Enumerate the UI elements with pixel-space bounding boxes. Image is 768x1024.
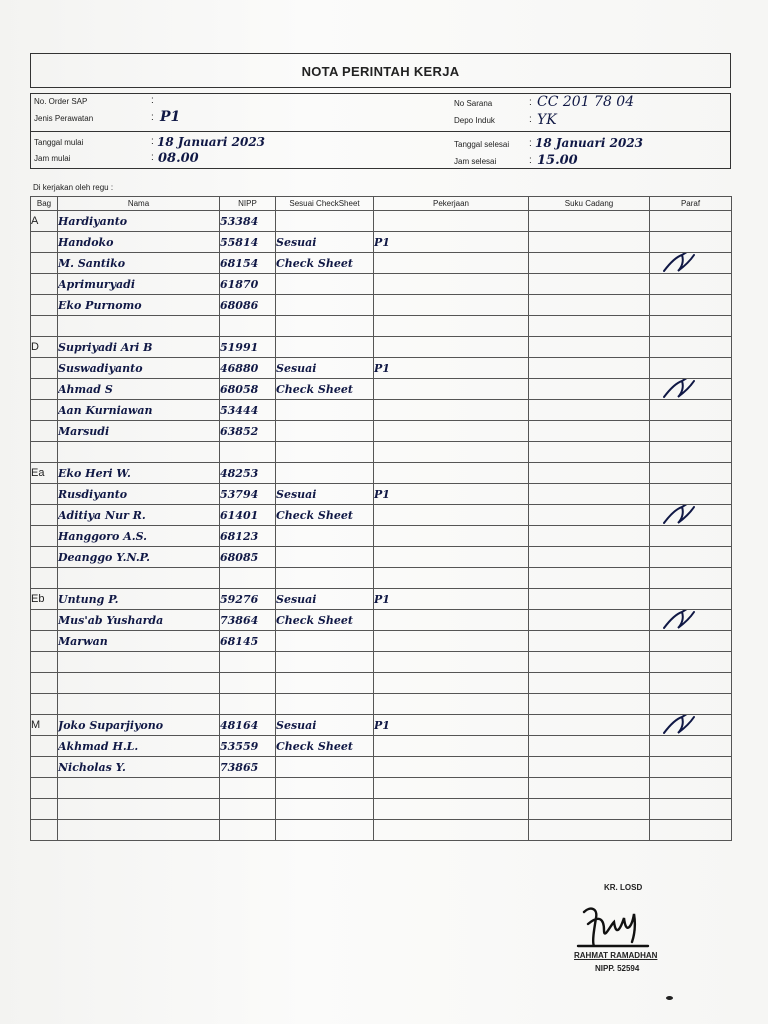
table-cell-bag [31,400,58,421]
table-cell-suku-cadang [529,652,650,673]
table-cell-nama: Supriyadi Ari B [58,337,220,358]
colon: : [151,152,154,163]
table-cell-paraf [650,358,732,379]
table-cell-suku-cadang [529,232,650,253]
colon: : [151,136,154,147]
depo-induk-label: Depo Induk [454,116,495,125]
table-cell-paraf [650,274,732,295]
table-cell-nama: Hardiyanto [58,211,220,232]
table-cell-bag [31,568,58,589]
table-cell-paraf [650,547,732,568]
table-cell-nipp [220,673,276,694]
header-info-box [30,93,731,169]
table-cell-suku-cadang [529,358,650,379]
table-cell-pekerjaan [374,568,529,589]
title-box [30,53,731,88]
no-order-sap-label: No. Order SAP [34,97,88,106]
table-row [31,400,732,421]
column-header-checksheet: Sesuai CheckSheet [276,197,374,211]
table-cell-checksheet [276,526,374,547]
jam-mulai-value: 08.00 [158,151,199,166]
table-cell-pekerjaan [374,295,529,316]
table-cell-checksheet [276,463,374,484]
table-cell-pekerjaan [374,547,529,568]
table-cell-checksheet [276,421,374,442]
table-cell-nipp: 68145 [220,631,276,652]
table-cell-suku-cadang [529,610,650,631]
table-cell-paraf [650,568,732,589]
table-cell-nama: Aan Kurniawan [58,400,220,421]
header-divider [31,131,730,132]
table-cell-checksheet [276,211,374,232]
table-cell-suku-cadang [529,631,650,652]
table-cell-bag [31,505,58,526]
table-row [31,505,732,526]
table-cell-bag [31,295,58,316]
table-cell-bag [31,820,58,841]
table-cell-suku-cadang [529,820,650,841]
table-cell-checksheet [276,442,374,463]
table-cell-paraf [650,421,732,442]
table-cell-suku-cadang [529,379,650,400]
table-cell-bag [31,316,58,337]
table-row [31,757,732,778]
table-cell-pekerjaan [374,610,529,631]
table-cell-nama [58,694,220,715]
table-cell-checksheet [276,295,374,316]
depo-induk-value: YK [537,112,557,128]
table-cell-checksheet: Sesuai [276,589,374,610]
table-cell-nipp: 73864 [220,610,276,631]
signer-position: KR. LOSD [604,883,643,892]
column-header-paraf: Paraf [650,197,732,211]
table-cell-bag [31,757,58,778]
table-row [31,799,732,820]
table-cell-nama: Nicholas Y. [58,757,220,778]
column-header-nama: Nama [58,197,220,211]
table-cell-nama: Hanggoro A.S. [58,526,220,547]
table-cell-nipp: 61401 [220,505,276,526]
table-cell-bag: Eb [31,589,58,610]
table-cell-nama: Rusdiyanto [58,484,220,505]
paraf-signature [660,379,702,400]
table-cell-checksheet: Check Sheet [276,736,374,757]
table-cell-pekerjaan [374,274,529,295]
table-cell-pekerjaan: P1 [374,232,529,253]
table-row [31,526,732,547]
jenis-perawatan-label: Jenis Perawatan [34,114,94,123]
table-cell-suku-cadang [529,337,650,358]
table-cell-nipp: 46880 [220,358,276,379]
table-cell-checksheet: Sesuai [276,484,374,505]
table-cell-nama: Marwan [58,631,220,652]
table-cell-paraf [650,442,732,463]
table-cell-paraf [650,484,732,505]
table-cell-nama: Akhmad H.L. [58,736,220,757]
table-cell-bag: M [31,715,58,736]
table-cell-pekerjaan [374,820,529,841]
table-cell-nama [58,442,220,463]
table-cell-bag: D [31,337,58,358]
table-cell-bag [31,379,58,400]
table-cell-suku-cadang [529,505,650,526]
colon: : [151,112,154,123]
table-cell-pekerjaan [374,736,529,757]
table-cell-nama [58,568,220,589]
table-cell-suku-cadang [529,463,650,484]
table-cell-paraf [650,610,732,631]
paraf-signature [660,610,702,631]
table-cell-nipp: 68085 [220,547,276,568]
table-cell-pekerjaan [374,694,529,715]
table-cell-pekerjaan [374,421,529,442]
table-cell-nipp: 53794 [220,484,276,505]
table-row [31,568,732,589]
table-row [31,295,732,316]
table-cell-paraf [650,337,732,358]
table-cell-nipp: 68086 [220,295,276,316]
table-row [31,547,732,568]
table-cell-nama: Suswadiyanto [58,358,220,379]
table-cell-checksheet [276,631,374,652]
table-cell-suku-cadang [529,316,650,337]
table-cell-suku-cadang [529,778,650,799]
table-cell-paraf [650,736,732,757]
table-cell-nama: Deanggo Y.N.P. [58,547,220,568]
table-cell-suku-cadang [529,799,650,820]
table-cell-bag [31,232,58,253]
table-cell-checksheet [276,799,374,820]
jam-selesai-value: 15.00 [537,153,578,168]
table-cell-suku-cadang [529,211,650,232]
table-cell-pekerjaan: P1 [374,484,529,505]
signer-name: RAHMAT RAMADHAN [574,951,658,960]
table-cell-nipp [220,778,276,799]
table-cell-checksheet [276,274,374,295]
table-cell-pekerjaan [374,778,529,799]
table-cell-checksheet [276,778,374,799]
table-cell-nipp: 68154 [220,253,276,274]
table-cell-checksheet: Check Sheet [276,505,374,526]
table-row [31,715,732,736]
table-cell-nama: Handoko [58,232,220,253]
regu-label: Di kerjakan oleh regu : [33,183,114,192]
table-cell-suku-cadang [529,274,650,295]
table-row [31,778,732,799]
table-cell-paraf [650,211,732,232]
table-cell-bag [31,358,58,379]
table-cell-bag [31,526,58,547]
table-cell-suku-cadang [529,400,650,421]
table-cell-nama: Eko Heri W. [58,463,220,484]
table-cell-nipp [220,799,276,820]
table-row [31,253,732,274]
table-cell-suku-cadang [529,547,650,568]
table-cell-nipp [220,442,276,463]
table-cell-pekerjaan: P1 [374,715,529,736]
table-row [31,358,732,379]
colon: : [529,97,532,108]
table-cell-nama [58,778,220,799]
table-cell-nipp [220,568,276,589]
table-cell-pekerjaan [374,316,529,337]
table-cell-checksheet [276,400,374,421]
table-cell-bag [31,778,58,799]
table-cell-paraf [650,631,732,652]
table-cell-nama [58,820,220,841]
table-cell-suku-cadang [529,694,650,715]
table-row [31,316,732,337]
table-cell-suku-cadang [529,589,650,610]
column-header-pekerjaan: Pekerjaan [374,197,529,211]
table-cell-suku-cadang [529,421,650,442]
table-cell-bag [31,547,58,568]
table-cell-nipp: 73865 [220,757,276,778]
table-cell-bag [31,694,58,715]
table-cell-paraf [650,526,732,547]
table-row [31,610,732,631]
table-cell-suku-cadang [529,253,650,274]
table-cell-paraf [650,316,732,337]
table-cell-paraf [650,757,732,778]
table-cell-suku-cadang [529,526,650,547]
table-cell-suku-cadang [529,442,650,463]
table-cell-nipp [220,652,276,673]
table-cell-paraf [650,652,732,673]
jenis-perawatan-value: P1 [160,109,181,125]
ink-spot [666,996,673,1000]
signer-nipp: NIPP. 52594 [595,964,640,973]
table-cell-paraf [650,673,732,694]
table-row [31,589,732,610]
table-cell-checksheet: Check Sheet [276,379,374,400]
column-header-suku-cadang: Suku Cadang [529,197,650,211]
table-cell-paraf [650,463,732,484]
table-cell-bag [31,673,58,694]
table-cell-suku-cadang [529,715,650,736]
table-cell-paraf [650,379,732,400]
table-cell-nipp: 53559 [220,736,276,757]
supervisor-signature [570,896,660,954]
table-cell-bag [31,610,58,631]
table-cell-pekerjaan: P1 [374,358,529,379]
tanggal-mulai-value: 18 Januari 2023 [157,135,266,149]
table-cell-suku-cadang [529,295,650,316]
table-row [31,232,732,253]
table-cell-nama [58,652,220,673]
table-cell-nama: Aditiya Nur R. [58,505,220,526]
table-cell-paraf [650,505,732,526]
table-cell-paraf [650,232,732,253]
tanggal-selesai-label: Tanggal selesai [454,140,510,149]
table-row [31,652,732,673]
table-cell-checksheet [276,673,374,694]
table-cell-checksheet [276,694,374,715]
table-cell-pekerjaan [374,505,529,526]
table-cell-paraf [650,400,732,421]
table-row [31,484,732,505]
table-row [31,463,732,484]
table-cell-suku-cadang [529,484,650,505]
table-cell-pekerjaan [374,442,529,463]
table-row [31,736,732,757]
paraf-signature [660,715,702,736]
table-cell-bag [31,421,58,442]
table-cell-pekerjaan [374,379,529,400]
table-cell-bag [31,442,58,463]
table-cell-checksheet [276,820,374,841]
table-cell-nipp: 59276 [220,589,276,610]
colon: : [529,114,532,125]
table-cell-pekerjaan [374,253,529,274]
no-sarana-value: CC 201 78 04 [537,94,635,110]
colon: : [529,155,532,166]
table-cell-checksheet: Sesuai [276,715,374,736]
table-cell-nama: Eko Purnomo [58,295,220,316]
table-row [31,694,732,715]
table-cell-checksheet: Check Sheet [276,610,374,631]
table-cell-nipp: 51991 [220,337,276,358]
table-cell-checksheet [276,757,374,778]
table-cell-pekerjaan [374,400,529,421]
table-cell-pekerjaan [374,631,529,652]
table-row [31,820,732,841]
table-cell-paraf [650,715,732,736]
table-row [31,337,732,358]
table-cell-nama: Aprimuryadi [58,274,220,295]
tanggal-selesai-value: 18 Januari 2023 [535,136,644,150]
table-cell-pekerjaan [374,652,529,673]
table-cell-pekerjaan [374,337,529,358]
table-cell-checksheet: Check Sheet [276,253,374,274]
table-cell-pekerjaan [374,526,529,547]
table-cell-suku-cadang [529,673,650,694]
jam-mulai-label: Jam mulai [34,154,71,163]
table-cell-suku-cadang [529,568,650,589]
table-cell-paraf [650,253,732,274]
paraf-signature [660,505,702,526]
table-cell-nama [58,316,220,337]
column-header-nipp: NIPP [220,197,276,211]
table-cell-suku-cadang [529,757,650,778]
table-cell-nama: M. Santiko [58,253,220,274]
table-cell-nipp: 68123 [220,526,276,547]
no-sarana-label: No Sarana [454,99,493,108]
table-row [31,673,732,694]
paraf-signature [660,253,702,274]
table-row [31,211,732,232]
colon: : [529,138,532,149]
table-cell-nama [58,799,220,820]
table-row [31,442,732,463]
table-cell-nipp: 48253 [220,463,276,484]
table-cell-checksheet: Sesuai [276,232,374,253]
table-cell-bag [31,631,58,652]
work-crew-table [30,196,732,841]
table-cell-checksheet [276,547,374,568]
table-cell-pekerjaan [374,757,529,778]
table-cell-bag [31,253,58,274]
tanggal-mulai-label: Tanggal mulai [34,138,84,147]
table-cell-paraf [650,694,732,715]
table-cell-nipp [220,694,276,715]
table-cell-nipp: 61870 [220,274,276,295]
jam-selesai-label: Jam selesai [454,157,497,166]
table-cell-bag: A [31,211,58,232]
column-header-bag: Bag [31,197,58,211]
table-cell-nama: Mus'ab Yusharda [58,610,220,631]
table-cell-checksheet [276,316,374,337]
table-header-row [31,197,732,211]
colon: : [151,95,154,106]
table-cell-suku-cadang [529,736,650,757]
table-cell-pekerjaan: P1 [374,589,529,610]
table-cell-paraf [650,799,732,820]
table-cell-bag [31,652,58,673]
table-cell-nipp: 63852 [220,421,276,442]
table-cell-bag [31,736,58,757]
table-row [31,379,732,400]
table-cell-nama [58,673,220,694]
table-cell-bag: Ea [31,463,58,484]
table-cell-nama: Ahmad S [58,379,220,400]
table-cell-bag [31,484,58,505]
table-cell-nipp: 53384 [220,211,276,232]
table-cell-nipp: 48164 [220,715,276,736]
table-cell-checksheet [276,568,374,589]
table-cell-paraf [650,778,732,799]
table-cell-nipp: 55814 [220,232,276,253]
table-cell-pekerjaan [374,211,529,232]
table-cell-nipp: 68058 [220,379,276,400]
table-cell-nama: Joko Suparjiyono [58,715,220,736]
table-cell-paraf [650,295,732,316]
table-cell-bag [31,799,58,820]
table-cell-nipp [220,820,276,841]
table-cell-pekerjaan [374,463,529,484]
table-cell-bag [31,274,58,295]
table-cell-nipp [220,316,276,337]
table-cell-nama: Untung P. [58,589,220,610]
table-row [31,421,732,442]
table-cell-nama: Marsudi [58,421,220,442]
table-cell-checksheet: Sesuai [276,358,374,379]
table-cell-checksheet [276,652,374,673]
table-row [31,274,732,295]
document-title: NOTA PERINTAH KERJA [301,64,460,79]
table-cell-pekerjaan [374,673,529,694]
table-cell-paraf [650,589,732,610]
table-cell-pekerjaan [374,799,529,820]
table-cell-checksheet [276,337,374,358]
table-row [31,631,732,652]
table-cell-paraf [650,820,732,841]
table-cell-nipp: 53444 [220,400,276,421]
